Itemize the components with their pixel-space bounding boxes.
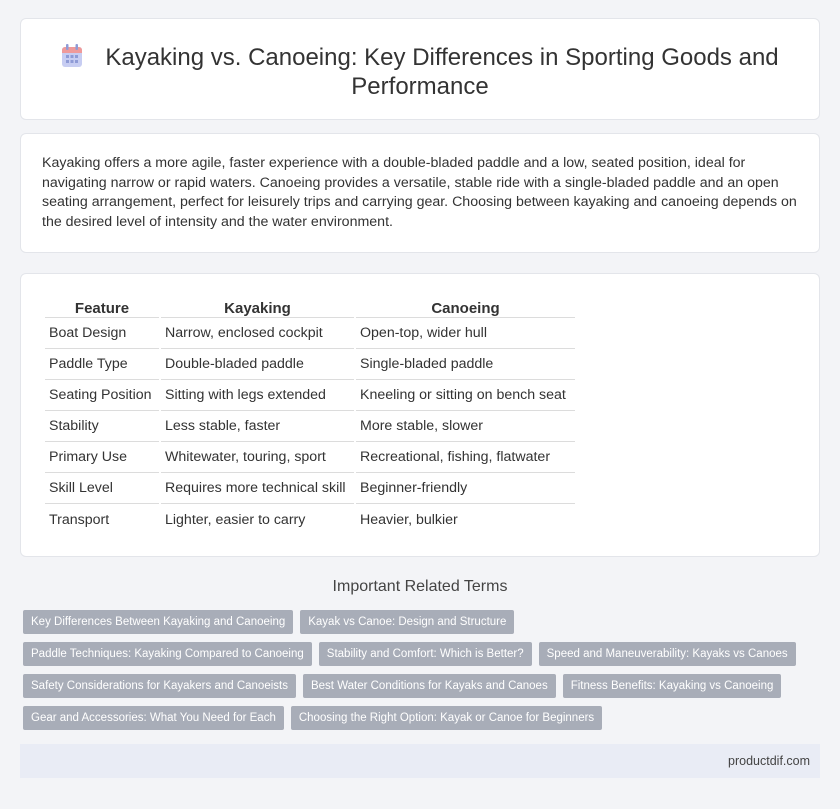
table-cell: Seating Position xyxy=(45,380,159,411)
related-term-tag[interactable]: Kayak vs Canoe: Design and Structure xyxy=(300,610,514,634)
related-term-tag[interactable]: Paddle Techniques: Kayaking Compared to Canoeing xyxy=(23,642,312,666)
tag-row xyxy=(23,706,823,730)
table-row xyxy=(45,380,575,411)
table-cell: Heavier, bulkier xyxy=(360,511,458,528)
related-term-tag[interactable]: Gear and Accessories: What You Need for Each xyxy=(23,706,284,730)
header-kayaking: Kayaking xyxy=(161,296,354,318)
table-row xyxy=(45,442,575,473)
table-cell: Primary Use xyxy=(45,442,159,473)
comparison-table xyxy=(43,296,577,535)
related-term-tag[interactable]: Key Differences Between Kayaking and Canoeing xyxy=(23,610,293,634)
table-cell: Requires more technical skill xyxy=(161,473,354,504)
table-cell: Kneeling or sitting on bench seat xyxy=(356,380,575,411)
table-cell: Paddle Type xyxy=(45,349,159,380)
table-row xyxy=(45,349,575,380)
related-term-tag[interactable]: Choosing the Right Option: Kayak or Canoe for Beginners xyxy=(291,706,602,730)
summary-text: Kayaking offers a more agile, faster experience with a double-bladed paddle and a low, seated position, ideal for navigating narrow or rapid waters. Canoeing provides a versatile, stable ride with a single-bladed paddle and an open seating arrangement, perfect for leisurely trips and carrying gear. Choosing between kayaking and canoeing depends on the desired level of intensity and the water environment. xyxy=(42,155,797,230)
related-term-tag[interactable]: Speed and Maneuverability: Kayaks vs Canoes xyxy=(539,642,796,666)
table-cell: Open-top, wider hull xyxy=(356,318,575,349)
table-cell: Narrow, enclosed cockpit xyxy=(161,318,354,349)
tag-row xyxy=(23,610,823,634)
table-cell: Whitewater, touring, sport xyxy=(161,442,354,473)
related-term-tag[interactable]: Best Water Conditions for Kayaks and Canoes xyxy=(303,674,556,698)
table-row xyxy=(45,411,575,442)
table-cell: Boat Design xyxy=(45,318,159,349)
table-cell: More stable, slower xyxy=(356,411,575,442)
related-term-tag[interactable]: Safety Considerations for Kayakers and Canoeists xyxy=(23,674,296,698)
table-cell: Stability xyxy=(45,411,159,442)
tag-row xyxy=(23,642,823,666)
table-card xyxy=(20,273,820,557)
table-cell: Sitting with legs extended xyxy=(161,380,354,411)
table-cell: Double-bladed paddle xyxy=(161,349,354,380)
table-row xyxy=(45,318,575,349)
table-header-row xyxy=(45,296,575,318)
footer xyxy=(20,744,820,778)
table-row xyxy=(45,504,575,535)
table-cell: Single-bladed paddle xyxy=(356,349,575,380)
tag-row xyxy=(23,674,823,698)
page-title: Kayaking vs. Canoeing: Key Differences in Sporting Goods and Performance xyxy=(105,44,779,100)
table-row xyxy=(45,473,575,504)
table-cell: Skill Level xyxy=(45,473,159,504)
table-cell: Less stable, faster xyxy=(161,411,354,442)
header-feature: Feature xyxy=(45,296,159,318)
page-title-wrap xyxy=(61,43,779,101)
related-terms-list xyxy=(23,610,823,738)
calendar-icon xyxy=(61,44,83,68)
header-canoeing: Canoeing xyxy=(356,296,575,318)
title-card xyxy=(20,18,820,120)
footer-site-link[interactable]: productdif.com xyxy=(728,754,810,768)
related-terms-heading: Important Related Terms xyxy=(332,578,508,595)
table-cell: Beginner-friendly xyxy=(356,473,575,504)
table-cell: Transport xyxy=(49,511,110,528)
summary-card xyxy=(20,133,820,253)
table-cell: Lighter, easier to carry xyxy=(165,511,306,528)
related-term-tag[interactable]: Fitness Benefits: Kayaking vs Canoeing xyxy=(563,674,782,698)
table-cell: Recreational, fishing, flatwater xyxy=(356,442,575,473)
related-term-tag[interactable]: Stability and Comfort: Which is Better? xyxy=(319,642,532,666)
